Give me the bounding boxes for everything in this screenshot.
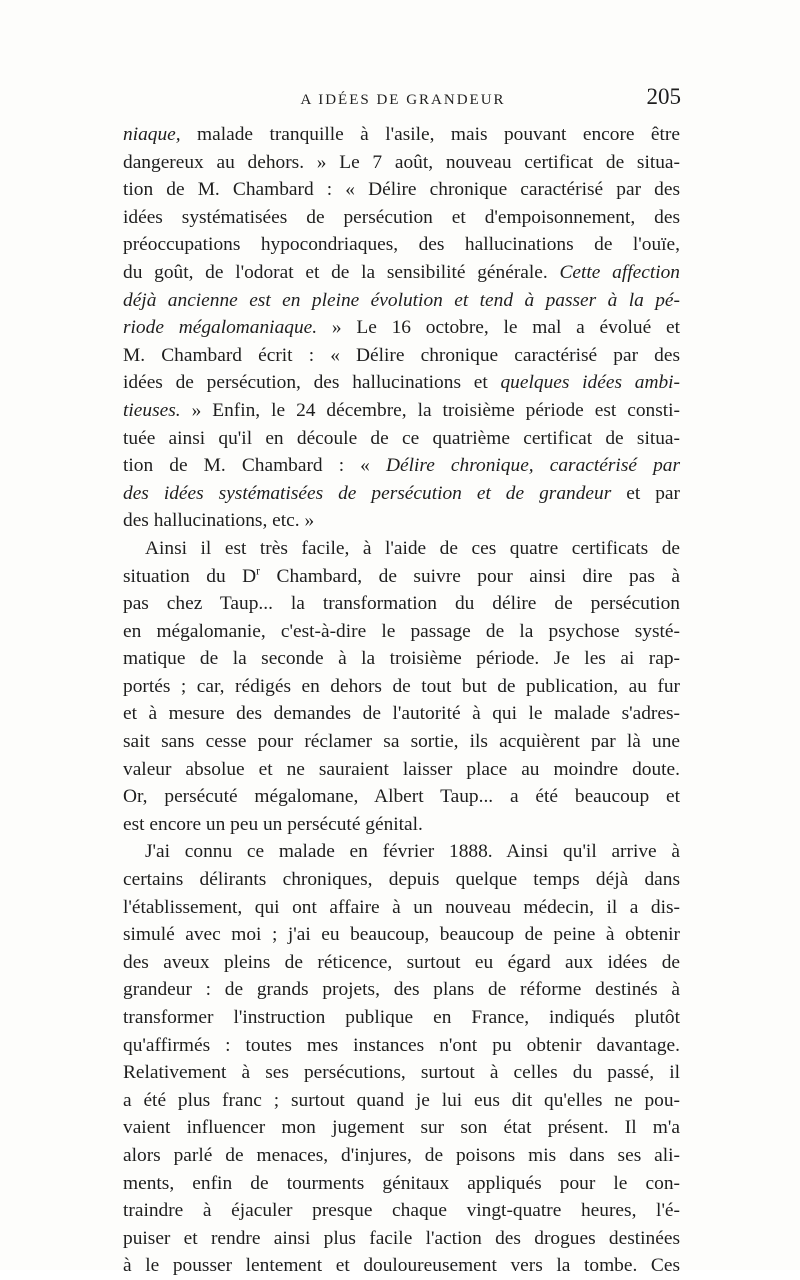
text-segment: est encore un peu un persécuté génital. [123,813,423,835]
text-segment: tion de M. Chambard : « Délire chronique caractérisé par des [123,179,680,201]
text-line [123,949,680,977]
text-segment: » Enfin, le 24 décembre, la troisième période est consti- [180,399,680,421]
text-line [123,314,680,342]
text-line [123,287,680,315]
text-segment: tion de M. Chambard : « [123,455,386,477]
text-segment: M. Chambard écrit : « Délire chronique caractérisé par des [123,344,680,366]
italic-text: riode mégalomaniaque. [123,317,318,339]
text-segment: a été plus franc ; surtout quand je lui eus dit qu'elles ne pou- [123,1089,680,1111]
text-line [123,838,680,866]
text-line [123,452,680,480]
text-segment: portés ; car, rédigés en dehors de tout but de publication, au fur [123,675,680,697]
text-line [123,204,680,232]
text-segment: Relativement à ses persécutions, surtout à celles du passé, il [123,1062,680,1084]
italic-text: Délire chronique, caractérisé par [385,455,681,477]
text-segment: » Le 16 octobre, le mal a évolué et [317,317,681,339]
text-segment: transformer l'instruction publique en France, indiqués plutôt [123,1007,680,1028]
text-line [123,342,680,370]
page-number: 205 [646,84,681,109]
text-line [123,1032,680,1060]
text-line [123,563,680,591]
text-segment: des aveux pleins de réticence, surtout eu égard aux idées de [123,951,680,973]
text-segment: Ainsi il est très facile, à l'aide de ces quatre certificats de [145,537,680,559]
text-segment: qu'affirmés : toutes mes instances n'ont pu obtenir davantage. [123,1034,680,1056]
italic-text: quelques idées ambi- [500,372,680,394]
superscript-text: r [256,564,261,578]
text-line [123,231,680,259]
text-segment: J'ai connu ce malade en février 1888. Ainsi qu'il arrive à [145,841,680,863]
text-segment: situation du D [123,565,257,587]
text-line [123,1114,680,1142]
text-line [123,1004,680,1032]
text-line [123,1225,680,1253]
text-segment: simulé avec moi ; j'ai eu beaucoup, beaucoup de peine à obtenir [123,924,680,946]
text-segment: en mégalomanie, c'est-à-dire le passage de la psychose systé- [123,620,680,642]
text-line [123,149,680,177]
text-segment: préoccupations hypocondriaques, des hallucinations de l'ouïe, [123,234,680,256]
text-line [123,507,680,535]
text-line [123,425,680,453]
text-segment: pas chez Taup... la transformation du délire de persécution [123,593,680,615]
text-line [123,866,680,894]
text-line [123,700,680,728]
text-line [123,535,680,563]
text-segment: idées systématisées de persécution et d'empoisonnement, des [123,206,680,228]
text-line [123,176,680,204]
text-segment: Chambard, de suivre pour ainsi dire pas à [260,565,680,587]
text-line [123,894,680,922]
text-line [123,1059,680,1087]
page-header [125,84,681,116]
text-line [123,369,680,397]
text-segment: à le pousser lentement et douloureusement vers la tombe. Ces [123,1255,680,1277]
text-segment: certains délirants chroniques, depuis quelque temps déjà dans [123,869,680,891]
text-segment: vaient influencer mon jugement sur son état présent. Il m'a [123,1117,680,1139]
text-line [123,756,680,784]
italic-text: Cette affection [559,261,680,283]
text-segment: ments, enfin de tourments génitaux appliqués pour le con- [123,1172,680,1194]
running-title: A IDÉES DE GRANDEUR [300,92,506,108]
text-line [123,397,680,425]
text-line [123,783,680,811]
text-line [123,1252,680,1280]
text-segment: idées de persécution, des hallucinations et [123,372,501,394]
text-line [123,121,680,149]
text-line [123,811,680,839]
text-segment: des hallucinations, etc. » [123,510,315,532]
italic-text: des idées systématisées de persécution et de grandeur [123,482,612,504]
text-segment: grandeur : de grands projets, des plans de réforme destinés à [123,979,680,1001]
italic-text: niaque, [123,124,181,145]
text-segment: et par [611,482,680,504]
text-line [123,1087,680,1115]
text-segment: matique de la seconde à la troisième période. Je les ai rap- [123,648,680,670]
text-segment: et à mesure des demandes de l'autorité à qui le malade s'adres- [123,703,680,725]
italic-text: déjà ancienne est en pleine évolution et tend à passer à la pé- [123,289,680,311]
text-line [123,728,680,756]
text-line [123,976,680,1004]
text-segment: l'établissement, qui ont affaire à un nouveau médecin, il a dis- [123,896,680,918]
text-segment: du goût, de l'odorat et de la sensibilité générale. [123,261,560,283]
text-segment: puiser et rendre ainsi plus facile l'action des drogues destinées [123,1227,680,1249]
text-segment: malade tranquille à l'asile, mais pouvant encore être [180,124,680,145]
body-text [123,121,680,1280]
text-line [123,645,680,673]
text-line [123,480,680,508]
text-line [123,1170,680,1198]
text-line [123,618,680,646]
text-segment: sait sans cesse pour réclamer sa sortie, ils acquièrent par là une [123,731,680,753]
text-segment: alors parlé de menaces, d'injures, de poisons mis dans ses ali- [123,1144,680,1166]
text-segment: tuée ainsi qu'il en découle de ce quatrième certificat de situa- [123,427,680,449]
text-segment: dangereux au dehors. » Le 7 août, nouveau certificat de situa- [123,151,680,173]
text-line [123,590,680,618]
text-segment: Or, persécuté mégalomane, Albert Taup... a été beaucoup et [123,786,680,808]
text-line [123,921,680,949]
text-segment: traindre à éjaculer presque chaque vingt-quatre heures, l'é- [123,1200,680,1222]
text-segment: valeur absolue et ne sauraient laisser place au moindre doute. [123,758,680,780]
text-line [123,1142,680,1170]
text-line [123,1197,680,1225]
text-line [123,673,680,701]
italic-text: tieuses. [123,399,181,421]
text-line [123,259,680,287]
